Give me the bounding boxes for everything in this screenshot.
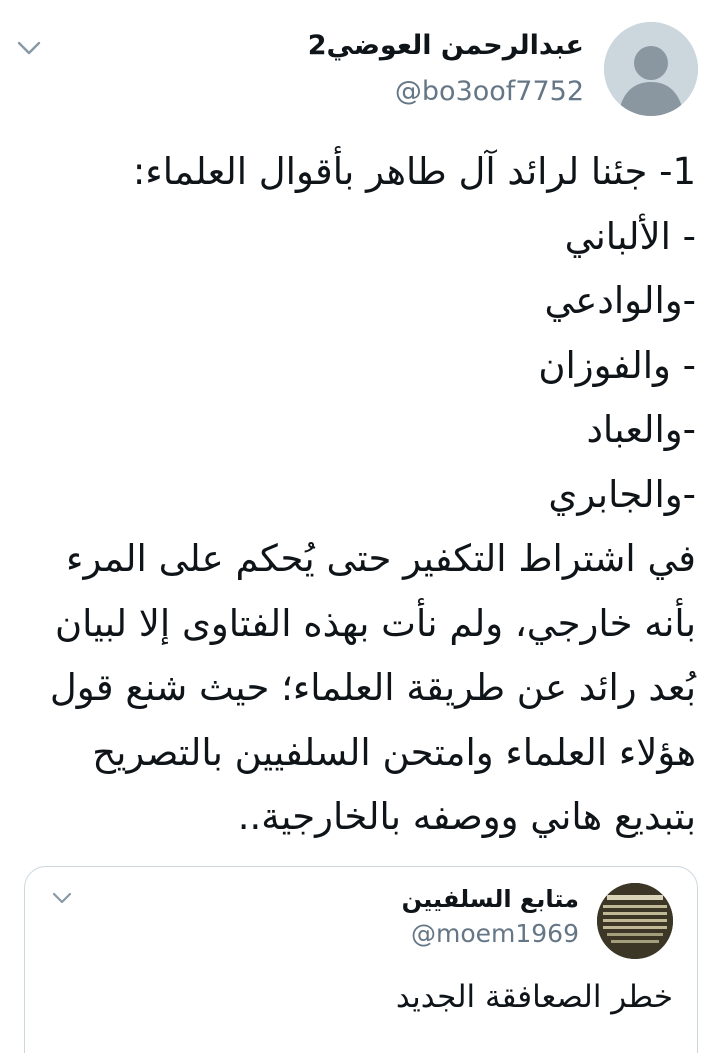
tweet-line: بُعد رائد عن طريقة العلماء؛ حيث شنع قول [49,666,696,709]
quoted-tweet-text: خطر الصعافقة الجديد [395,979,673,1015]
chevron-down-icon[interactable] [51,889,73,907]
text-card-avatar-icon [597,883,673,959]
tweet-line: -والعباد [586,408,696,451]
quoted-author-avatar[interactable] [597,883,673,959]
author-avatar[interactable] [604,22,698,116]
quoted-author-handle[interactable]: @moem1969 [410,919,579,948]
quoted-tweet-card[interactable] [24,866,698,1053]
author-handle[interactable]: @bo3oof7752 [394,76,584,107]
tweet-line: هؤلاء العلماء وامتحن السلفيين بالتصريح [92,730,696,774]
tweet-text [24,140,696,850]
tweet-line: - الألباني [564,214,696,258]
quoted-author-name[interactable]: متابع السلفيين [401,885,579,913]
tweet-line: - والفوزان [538,343,696,387]
chevron-down-icon[interactable] [16,38,42,58]
tweet-line: في اشتراط التكفير حتى يُحكم على المرء [66,537,696,580]
default-avatar-icon [604,22,698,116]
tweet-line: بتبديع هاني ووصفه بالخارجية.. [237,795,696,838]
author-name[interactable]: عبدالرحمن العوضي2 [307,30,584,61]
tweet-line: -والجابري [548,472,696,516]
tweet-line: -والوادعي [544,279,696,322]
tweet-line: بأنه خارجي، ولم نأت بهذه الفتاوى إلا لبيان [55,601,696,645]
tweet-line: 1- جئنا لرائد آل طاهر بأقوال العلماء: [132,150,696,193]
